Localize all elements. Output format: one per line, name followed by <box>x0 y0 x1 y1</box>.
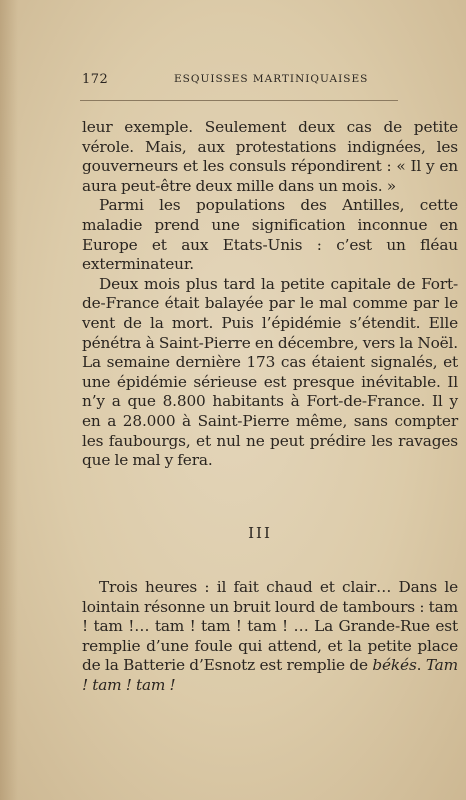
section-body-text <box>82 578 458 696</box>
italic-bekes: békés <box>372 656 417 675</box>
paragraph-continuation: leur exemple. Seulement deux cas de petite vérole. Mais, aux protestations indignées, les gouverneurs et les consuls répondirent : « Il y en aura peut-être deux mille dans un mois. » <box>82 118 458 195</box>
paragraph: Parmi les populations des Antilles, cette maladie prend une signification inconnue en Europe et aux Etats-Unis : c’est un fléau exterminateur. <box>82 196 458 274</box>
page-header <box>82 72 396 90</box>
section-heading: III <box>248 524 272 542</box>
page-edge-shadow <box>0 0 18 800</box>
body-text <box>82 118 458 471</box>
paragraph: Deux mois plus tard la petite capitale de Fort-de-France était balayée par le mal comme par le vent de la mort. Puis l’épidémie s’étendit. Elle pénétra à Saint-Pierre en décembre, vers la Noël. La semaine dernière 173 cas étaient signalés, et une épidémie sérieuse est presque inévitable. Il n’y a que 8.800 habitants à Fort-de-France. Il y en a 28.000 à Saint-Pierre même, sans compter les faubourgs, et nul ne peut prédire les ravages que le mal y fera. <box>82 274 458 470</box>
section-text-before: Trois heures : il fait chaud et clair… Dans le lointain résonne un bruit lourd de tambours : tam ! tam !… tam ! tam ! tam ! … La Grande-Rue est remplie d’une foule qui attend, et la petite place de la Batterie d’Esnotz est remplie de <box>82 578 458 675</box>
page-number: 172 <box>82 72 109 87</box>
italic-tam: Tam ! tam ! tam ! <box>82 656 459 694</box>
header-rule <box>80 100 398 101</box>
section-paragraph <box>82 578 458 696</box>
section-text-middle: . <box>416 656 426 675</box>
running-title: ESQUISSES MARTINIQUAISES <box>174 73 369 85</box>
